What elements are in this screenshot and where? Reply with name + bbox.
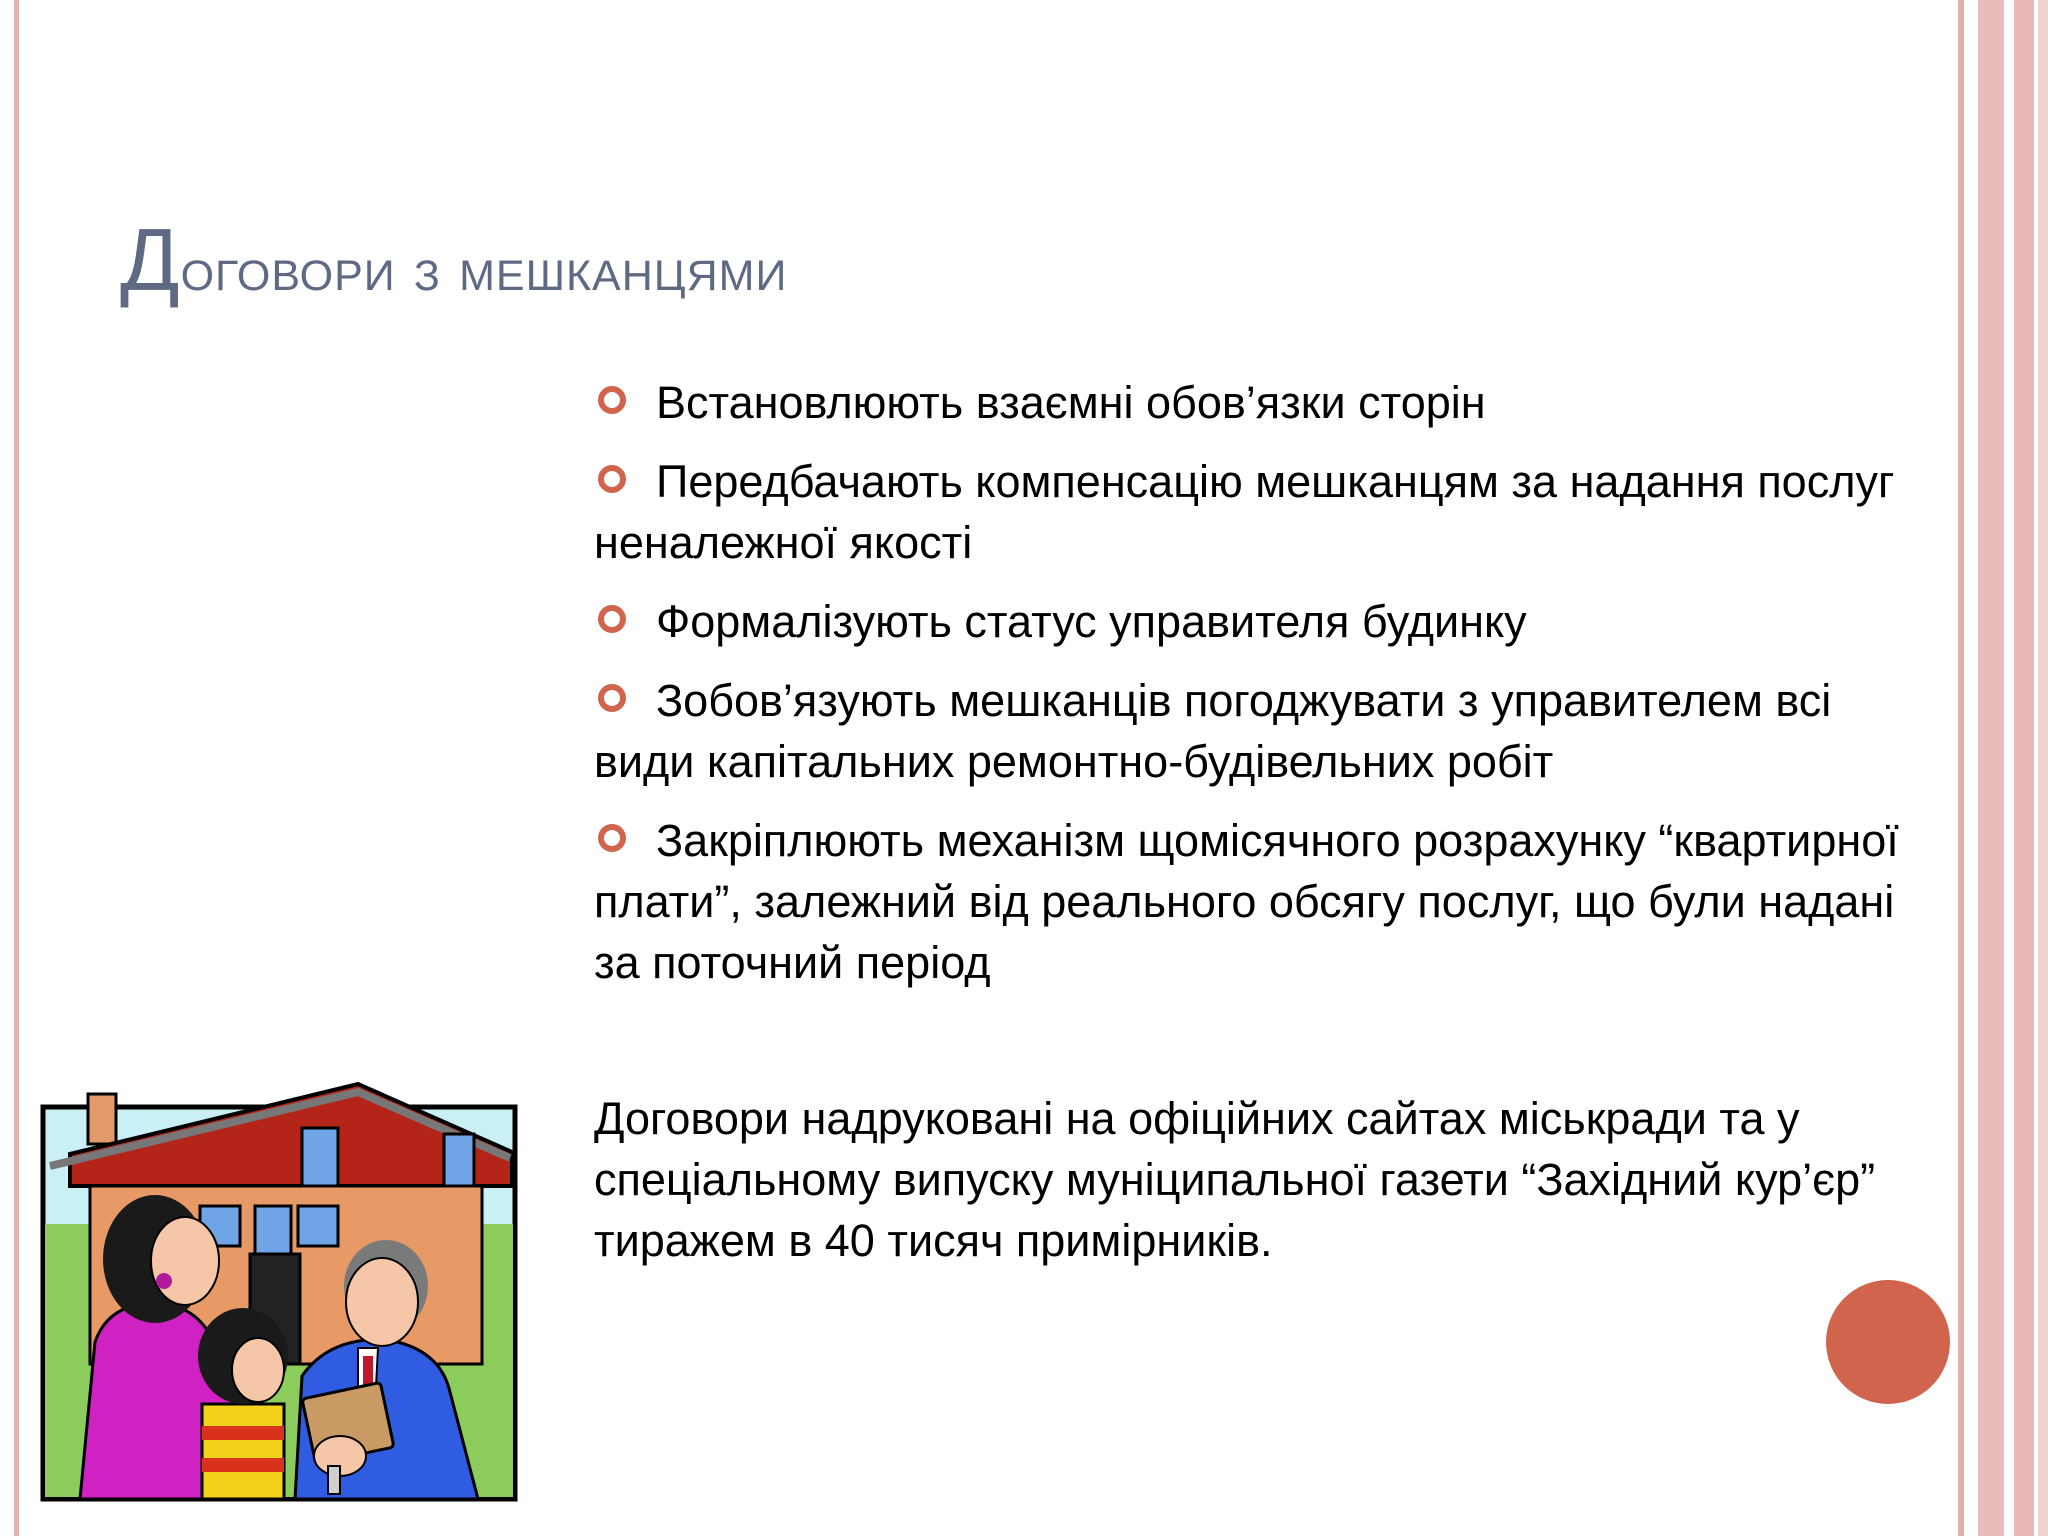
bullet-item xyxy=(594,670,1934,792)
frame-left-stripe xyxy=(14,0,19,1536)
frame-right-stripe-4 xyxy=(2038,0,2048,1536)
frame-right-stripe-3 xyxy=(2014,0,2034,1536)
slide-title-initial: Д xyxy=(120,210,181,309)
accent-circle xyxy=(1826,1280,1950,1404)
slide-title-rest: оговори з мешканцями xyxy=(180,235,788,304)
bullet-text: Закріплюють механізм щомісячного розрахунку “квартирної плати”, залежний від реального обсягу послуг, що були надані за поточний період xyxy=(594,815,1899,988)
family-house-clipart xyxy=(40,1074,518,1502)
bullet-item xyxy=(594,810,1934,993)
hollow-circle-bullet-icon xyxy=(598,684,626,712)
bullet-text: Передбачають компенсацію мешканцям за надання послуг неналежної якості xyxy=(594,456,1895,568)
frame-right-stripe-2 xyxy=(1978,0,2004,1536)
slide-title xyxy=(120,212,787,309)
hollow-circle-bullet-icon xyxy=(598,824,626,852)
bullet-text: Встановлюють взаємні обов’язки сторін xyxy=(656,377,1486,428)
hollow-circle-bullet-icon xyxy=(598,605,626,633)
publication-note: Договори надруковані на офіційних сайтах міськради та у спеціальному випуску муніципальної газети “Західний кур’єр” тиражем в 40 тисяч примірників. xyxy=(594,1093,1876,1266)
bullet-item xyxy=(594,451,1934,573)
bullet-list xyxy=(594,372,1934,1011)
bullet-item xyxy=(594,591,1934,652)
hollow-circle-bullet-icon xyxy=(598,465,626,493)
hollow-circle-bullet-icon xyxy=(598,386,626,414)
bullet-text: Зобов’язують мешканців погоджувати з управителем всі види капітальних ремонтно-будівельних робіт xyxy=(594,675,1832,787)
frame-right-stripe-1 xyxy=(1958,0,1964,1536)
bullet-item xyxy=(594,372,1934,433)
bullet-text: Формалізують статус управителя будинку xyxy=(656,596,1527,647)
